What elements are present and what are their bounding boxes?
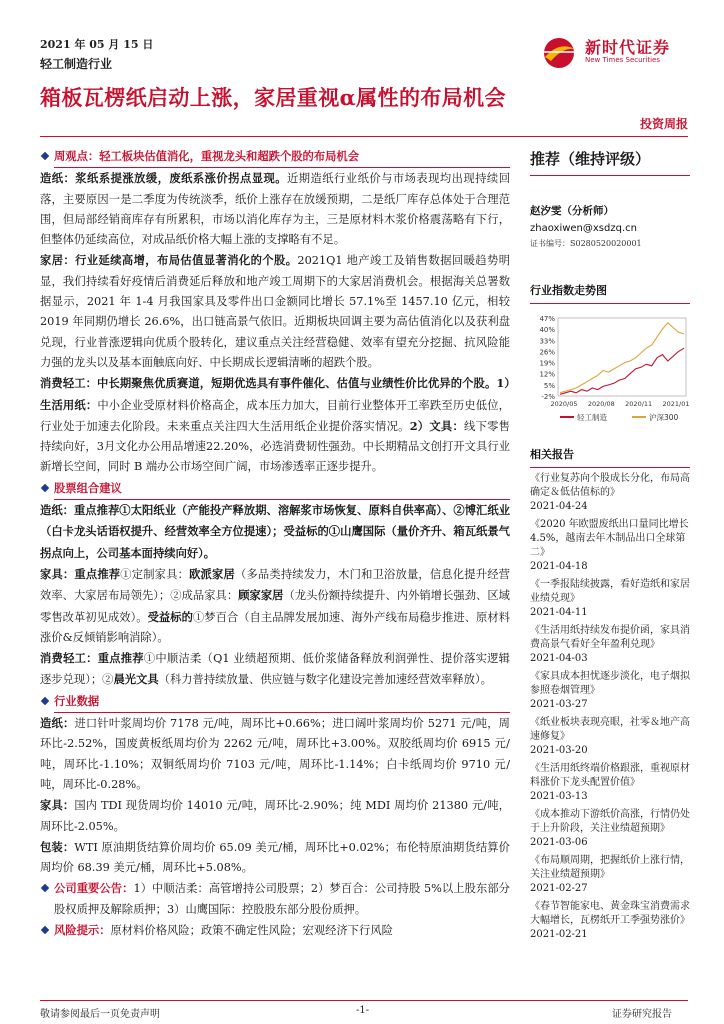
- tissue-text: 中小企业受原材料价格高企，成本压力加大，目前行业整体开工率跌至历史低位，行业处于加速去化阶段。未来重点关注四大生活用纸企业提价落实情况。: [40, 398, 510, 433]
- header-divider: [40, 136, 688, 137]
- main-content: [40, 146, 510, 941]
- paragraph-paper: [40, 168, 510, 250]
- section-announcements: [40, 878, 510, 920]
- data-home: [40, 795, 510, 837]
- related-report-title: 《行业复苏向个股成长分化，布局高确定＆低估值标的》: [530, 473, 690, 498]
- rec-label: 重点推荐: [73, 503, 120, 518]
- rating-divider: [530, 175, 690, 176]
- related-report-item[interactable]: [530, 808, 690, 850]
- section-data: [40, 691, 510, 713]
- label-home: 家居：: [40, 253, 76, 268]
- related-report-title: 《生活用纸持续发布提价函，家具消费高景气看好全年盈利兑现》: [530, 625, 690, 650]
- y-tick-label: 40%: [539, 326, 555, 335]
- section-view: [40, 146, 510, 168]
- stationery-text: 线下零售持续向好，3月文化办公用品增速22.20%，必选消费韧性强劲。中长期精品文创打开文具行业新增长空间，同时 B 端办公市场空间广阔，市场渗透率正逐步提升。: [40, 419, 510, 474]
- label-home: 家具：: [40, 566, 75, 581]
- logo-emblem-icon: [537, 35, 581, 71]
- y-tick-label: 33%: [539, 337, 555, 346]
- related-report-title: 《布局顺周期，把握纸价上涨行情，关注业绩超预期》: [530, 855, 690, 880]
- home-text: 2021Q1 地产竣工及销售数据回暖趋势明显，我们持续看好疫情后消费延后释放和地产竣工周期下的大家居消费机会。根据海关总署数据显示，2021 年 1-4 月我国家具及零件出口金额同比增长 57.1%至 1457.10 亿元，相较 2019 年同期仍增长 26.6%，出口链高景气依旧。近期板块回调主要为高估值消化以及获利盘兑现，行业普涨逻辑向优质个股转化，建议重点关注经营稳健、效率有望充分挖掘、抗风险能力强的龙头以及基本面触底向好、中长期成长逻辑清晰的超跌个股。: [40, 254, 510, 369]
- footer-divider: [40, 1000, 688, 1001]
- series-line-light-industry: [560, 348, 684, 394]
- section-view-title: 周观点：轻工板块估值消化，重视龙头和超跌个股的布局机会: [54, 149, 360, 163]
- index-chart-svg: [530, 308, 690, 433]
- related-report-item[interactable]: [530, 578, 690, 620]
- related-report-item[interactable]: [530, 670, 690, 712]
- plot-frame: [558, 318, 686, 396]
- logo-name-en: New Times Securities: [585, 56, 660, 64]
- legend-label: 沪深300: [649, 413, 679, 422]
- section-underline: [54, 167, 510, 168]
- rating: 推荐（维持评级）: [530, 150, 651, 168]
- section-portfolio-title: 股票组合建议: [54, 480, 122, 495]
- logo-name-cn: 新时代证券: [585, 38, 671, 57]
- bullet-icon: [41, 884, 49, 892]
- related-report-item[interactable]: [530, 472, 690, 514]
- home-data-text: 国内 TDI 现货周均价 14010 元/吨，周环比-2.90%；纯 MDI 周均价 21380 元/吨，周环比-2.05%。: [40, 799, 510, 833]
- y-tick-label: 47%: [539, 315, 555, 323]
- x-tick-label: 2020/05: [550, 400, 578, 408]
- chart-title: 行业指数走势图: [530, 284, 607, 297]
- packaging-data-text: WTI 原油期货结算价周均价 65.09 美元/桶，周环比+0.02%；布伦特原油期货结算价周均价 68.39 美元/桶，周环比+5.08%。: [40, 840, 510, 875]
- related-report-title: 《春节智能家电、黄金珠宝消费需求大幅增长，瓦楞纸开工季强势涨价》: [530, 901, 690, 926]
- report-date: 2021 年 05 月 15 日: [40, 38, 154, 51]
- report-type: 投资周报: [639, 117, 688, 131]
- home-stock-1: 欧派家居: [189, 566, 235, 581]
- announcements-title: 公司重要公告：: [54, 881, 134, 896]
- home-pick-2: （多品类持续发力，木门和卫浴放量，信息化提升经营效率、大家居布局领先）；②成品家具：: [40, 567, 510, 603]
- beneficiary-label: 受益标的: [283, 524, 329, 539]
- home-stock-2: 顾家家居: [238, 588, 284, 603]
- bullet-icon: [41, 926, 49, 934]
- home-beneficiary: ①梦百合（自主品牌发展加速、海外产线布局稳步推进、原材料涨价&反倾销影响消除）。: [40, 610, 510, 644]
- related-report-date: 2021-03-27: [530, 699, 588, 710]
- related-divider: [530, 467, 690, 468]
- y-tick-label: 12%: [539, 370, 555, 379]
- related-report-date: 2021-03-20: [530, 745, 588, 756]
- home-pick-3: （龙头份额持续提升、内外销增长强劲、区域零售改革初见成效）。: [40, 589, 510, 624]
- company-logo: [537, 35, 687, 71]
- bullet-icon: [41, 696, 49, 704]
- paragraph-home: [40, 250, 510, 373]
- footer-label: 证券研究报告: [612, 1009, 672, 1020]
- home-highlight: 行业延续高增，布局估值显著消化的个股。: [75, 253, 298, 268]
- paper-beneficiary: ①山鹰国际（量价齐升、箱瓦纸景气拐点向上，公司基本面持续向好）。: [40, 524, 510, 560]
- related-report-list: [530, 472, 690, 942]
- announcements-text: 1）中顺洁柔：高管增持公司股票；2）梦百合：公司持股 5%以上股东部分股权质押及解除质押；3）山鹰国际：控股股东部分股份质押。: [54, 882, 510, 916]
- analyst-email[interactable]: zhaoxiwen@xsdzq.cn: [530, 223, 637, 234]
- industry-label: 轻工制造行业: [40, 57, 113, 71]
- beneficiary-label: 受益标的: [147, 609, 193, 624]
- label-paper: 造纸：: [40, 503, 74, 518]
- related-report-date: 2021-02-21: [530, 929, 588, 940]
- x-tick-label: 2020/08: [587, 400, 615, 408]
- data-paper: [40, 713, 510, 795]
- section-data-title: 行业数据: [54, 693, 100, 708]
- sidebar: [530, 146, 690, 942]
- footer-disclaimer[interactable]: 敬请参阅最后一页免责声明: [40, 1009, 160, 1020]
- related-report-date: 2021-03-13: [530, 791, 588, 802]
- related-report-title: 《纸业板块表现亮眼，社零＆地产高速修复》: [530, 717, 690, 742]
- chart-divider: [530, 303, 690, 304]
- related-report-date: 2021-04-03: [530, 653, 588, 664]
- section-risk: [40, 920, 510, 941]
- section-underline: [54, 712, 510, 713]
- related-report-title: 《成本推动下游纸价高涨，行情仍处于上升阶段，关注业绩超预期》: [530, 809, 690, 834]
- related-report-date: 2021-04-24: [530, 501, 588, 512]
- label-home: 家具：: [40, 798, 75, 813]
- consumer-highlight: 中长期聚焦优质赛道，短期优选具有事件催化、估值与业绩性价比优异的个股。: [97, 376, 497, 391]
- portfolio-consumer: [40, 648, 510, 691]
- y-tick-label: 26%: [539, 348, 555, 357]
- related-report-date: 2021-04-11: [530, 607, 588, 618]
- paper-text: 近期造纸行业纸价与市场表现均出现持续回落，主要原因一是二季度为传统淡季，纸价上涨存在放缓预期，二是纸厂库存总体处于合理范围，但局部经销商库存有所累积，市场以消化库存为主，三是原材料木浆价格震荡略有下行，但整体仍延续高位，对成品纸价格大幅上涨的支撑略有不足。: [40, 172, 510, 247]
- related-report-title: 《生活用纸终端价格跟涨，重视原材料涨价下龙头配置价值》: [530, 763, 690, 788]
- related-report-item[interactable]: [530, 762, 690, 804]
- home-pick-1: ①定制家具：: [120, 567, 190, 581]
- x-tick-label: 2021/01: [662, 400, 690, 408]
- label-consumer: 消费轻工：: [40, 376, 98, 391]
- legend-label: 轻工制造: [577, 413, 607, 422]
- related-report-title: 《2020 年欧盟废纸出口量同比增长 4.5%，越南去年木制品出口全球第二》: [530, 519, 689, 558]
- label-paper: 造纸：: [40, 716, 75, 731]
- x-tick-label: 2020/11: [625, 400, 653, 408]
- rec-label: 重点推荐: [97, 651, 144, 666]
- consumer-pick-2: （科力普持续放量、供应链与数字化建设完善加速经营效率释放）。: [158, 673, 492, 687]
- related-title: 相关报告: [530, 448, 574, 461]
- paper-picks: ①太阳纸业（产能投产释放期、溶解浆市场恢复、原料自供率高）、②博汇纸业（白卡龙头话语权提升、经营效率全方位提速）；: [40, 503, 510, 539]
- analyst-cert: 证书编号：S0280520020001: [530, 239, 642, 248]
- tissue-subhead: 1）生活用纸：: [40, 376, 510, 412]
- related-report-item[interactable]: [530, 854, 690, 896]
- related-report-date: 2021-04-18: [530, 561, 588, 572]
- risk-title: 风险提示：: [54, 922, 111, 937]
- rec-label: 重点推荐: [74, 566, 121, 581]
- related-report-item[interactable]: [530, 900, 690, 942]
- related-report-item[interactable]: [530, 624, 690, 666]
- stationery-subhead: 2）文具：: [409, 418, 465, 433]
- related-report-item[interactable]: [530, 716, 690, 758]
- paper-data-text: 进口针叶浆周均价 7178 元/吨，周环比+0.66%；进口阔叶浆周均价 5271 元/吨，周环比-2.52%，国废黄板纸周均价为 2262 元/吨，周环比+3.00%。双胶纸周均价 6915 元/吨，周环比-1.10%；双铜纸周均价 7103 元/吨，周环比-1.14%；白卡纸周均价 9710 元/吨，周环比-0.28%。: [40, 717, 510, 791]
- y-tick-label: 5%: [543, 381, 555, 390]
- y-tick-label: 19%: [539, 359, 555, 368]
- section-portfolio: [40, 478, 510, 500]
- y-tick-label: -2%: [541, 393, 555, 401]
- bullet-icon: [41, 484, 49, 492]
- section-underline: [54, 499, 510, 500]
- data-packaging: [40, 837, 510, 879]
- label-consumer: 消费轻工：: [40, 651, 98, 666]
- risk-text: 原材料价格风险；政策不确定性风险；宏观经济下行风险: [110, 923, 393, 937]
- index-chart: [530, 308, 690, 433]
- related-report-title: 《一季报陆续披露，看好造纸和家居业绩兑现》: [530, 579, 690, 604]
- related-report-date: 2021-02-27: [530, 883, 588, 894]
- label-paper: 造纸：: [40, 171, 76, 186]
- related-report-item[interactable]: [530, 518, 690, 574]
- label-packaging: 包装：: [40, 839, 75, 854]
- report-title: 箱板瓦楞纸启动上涨，家居重视α属性的布局机会: [40, 85, 506, 110]
- bullet-icon: [41, 152, 49, 160]
- paper-highlight: 浆纸系提涨放缓，废纸系涨价拐点显现。: [75, 171, 287, 186]
- portfolio-home: [40, 564, 510, 648]
- related-report-date: 2021-03-06: [530, 837, 588, 848]
- paragraph-consumer: [40, 373, 510, 477]
- page-number: -1-: [356, 1005, 370, 1016]
- consumer-pick-1: ①中顺洁柔（Q1 业绩超预期、低价浆储备释放利润弹性、提价落实逻辑逐步兑现）；②: [40, 652, 510, 687]
- analyst-name: 赵汐雯（分析师）: [530, 205, 614, 217]
- consumer-stock: 晨光文具: [113, 672, 159, 687]
- related-report-title: 《家具成本担忧逐步淡化，电子烟拟参照卷烟管理》: [530, 671, 690, 696]
- portfolio-paper: [40, 500, 510, 564]
